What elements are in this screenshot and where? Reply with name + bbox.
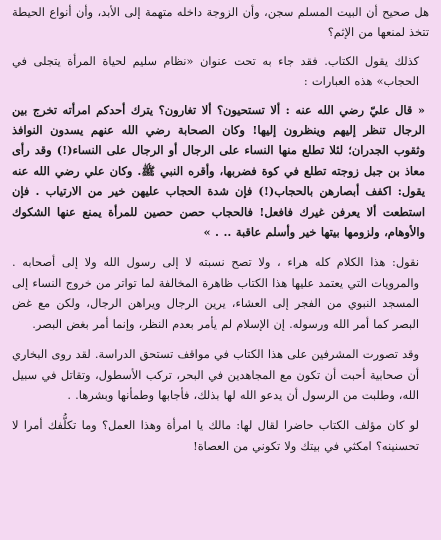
paragraph-2: كذلك يقول الكتاب. فقد جاء به تحت عنوان «نظام سليم لحياة المرأة يتجلى في الحجاب» هذه العبارات : [12,53,419,89]
paragraph-4: نقول: هذا الكلام كله هراء ، ولا تصح نسبته لا إلى رسول الله ولا إلى أصحابه . والمرويات التي يعتمد عليها هذا الكتاب ظاهرة المخالفة لما تواتر من خروج النساء إلى المسجد النبوي من الفجر إلى العشاء، يرين الرجال ويراهن الرجال، ولكن مع غض البصر كما أمر الله ورسوله. إن الإسلام لم يأمر بعدم النظر، وإنما أمر بغض البصر. [12,255,419,331]
quoted-paragraph: « قال عليّ رضي الله عنه : ألا تستحيون؟ ألا تغارون؟ يترك أحدكم امرأته تخرج بين الرجال تنظر إليهم وينظرون إليها! وكان الصحابة رضي الله عنهم يسدون النوافذ وثقوب الجدران؛ لئلا تطلع منها النساء على الرجال أو الرجال على النساء(!) وقد رأى معاذ بن جبل زوجته تطلع في كوة فضربها، وأقره النبي ﷺ. وكان علي رضي الله عنه يقول: اكفف أبصارهن بالحجاب(!) فإن شدة الحجاب عليهن خير من الارتياب . فإن استطعت ألا يعرفن غيرك فافعل! فالحجاب حصن حصين للمرأة يمنع عنها الشكوك والأوهام، ولزومها بيتها خير وأسلم عاقبة .. . » [12,102,425,240]
paragraph-1: هل صحيح أن البيت المسلم سجن، وأن الزوجة داخله متهمة إلى الأبد، وأن أنواع الحيطة تتخذ لمنعها من الإثم؟ [12,5,429,40]
paragraph-6: لو كان مؤلف الكتاب حاضرا لقال لها: مالك يا امرأة وهذا العمل؟ وما تكلُّفك أمرا لا تحسنينه؟ امكثي في بيتك ولا تكوني من العصاة! [12,418,419,453]
paragraph-5: وقد تصورت المشرفين على هذا الكتاب في مواقف تستحق الدراسة. لقد روى البخاري أن صحابية أحبت أن تكون مع المجاهدين في البحر، تركب الأسطول، وتقاتل في سبيل الله، وطلبت من الرسول أن يدعو الله لها بذلك، فأجابها وطمأنها وبشرها. . [12,347,419,402]
